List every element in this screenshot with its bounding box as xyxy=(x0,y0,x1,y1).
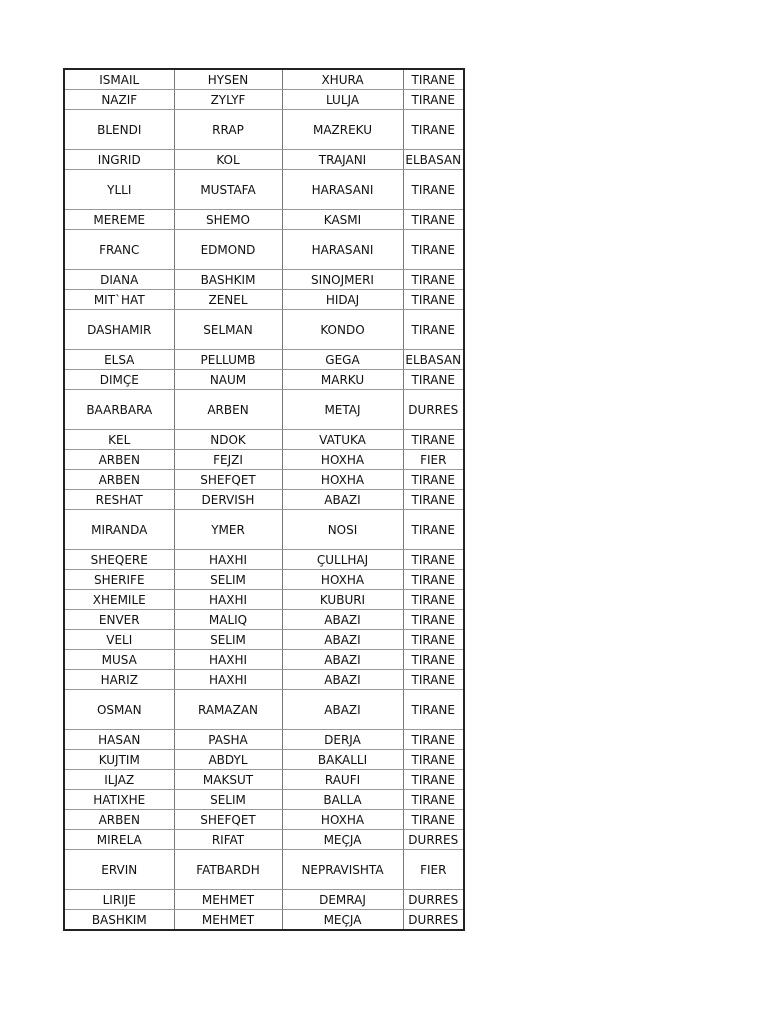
father-name-cell: SELIM xyxy=(174,790,282,810)
table-row xyxy=(64,310,464,350)
table-row xyxy=(64,670,464,690)
first-name-cell: OSMAN xyxy=(64,690,174,730)
surname-cell: ABAZI xyxy=(282,610,403,630)
father-name-cell: HAXHI xyxy=(174,590,282,610)
surname-cell: ABAZI xyxy=(282,670,403,690)
surname-cell: HOXHA xyxy=(282,810,403,830)
first-name-cell: LIRIJE xyxy=(64,890,174,910)
surname-cell: MARKU xyxy=(282,370,403,390)
table-row xyxy=(64,630,464,650)
city-cell: TIRANE xyxy=(403,370,464,390)
table-row xyxy=(64,470,464,490)
surname-cell: HARASANI xyxy=(282,230,403,270)
surname-cell: XHURA xyxy=(282,69,403,90)
father-name-cell: ABDYL xyxy=(174,750,282,770)
father-name-cell: FEJZI xyxy=(174,450,282,470)
surname-cell: NOSI xyxy=(282,510,403,550)
city-cell: FIER xyxy=(403,850,464,890)
table-row xyxy=(64,730,464,750)
city-cell: TIRANE xyxy=(403,470,464,490)
surname-cell: HARASANI xyxy=(282,170,403,210)
surname-cell: METAJ xyxy=(282,390,403,430)
table-row xyxy=(64,390,464,430)
first-name-cell: KUJTIM xyxy=(64,750,174,770)
first-name-cell: BLENDI xyxy=(64,110,174,150)
table-row xyxy=(64,350,464,370)
father-name-cell: HAXHI xyxy=(174,650,282,670)
surname-cell: NEPRAVISHTA xyxy=(282,850,403,890)
city-cell: DURRES xyxy=(403,910,464,931)
surname-cell: ABAZI xyxy=(282,690,403,730)
first-name-cell: ELSA xyxy=(64,350,174,370)
surname-cell: DEMRAJ xyxy=(282,890,403,910)
city-cell: TIRANE xyxy=(403,570,464,590)
father-name-cell: NAUM xyxy=(174,370,282,390)
father-name-cell: MALIQ xyxy=(174,610,282,630)
surname-cell: RAUFI xyxy=(282,770,403,790)
city-cell: TIRANE xyxy=(403,170,464,210)
first-name-cell: HASAN xyxy=(64,730,174,750)
surname-cell: MEÇJA xyxy=(282,830,403,850)
father-name-cell: KOL xyxy=(174,150,282,170)
table-row xyxy=(64,230,464,270)
first-name-cell: ERVIN xyxy=(64,850,174,890)
city-cell: TIRANE xyxy=(403,69,464,90)
first-name-cell: ISMAIL xyxy=(64,69,174,90)
surname-cell: BAKALLI xyxy=(282,750,403,770)
table-row xyxy=(64,590,464,610)
first-name-cell: BASHKIM xyxy=(64,910,174,931)
father-name-cell: SELIM xyxy=(174,630,282,650)
surname-cell: ABAZI xyxy=(282,630,403,650)
father-name-cell: SHEMO xyxy=(174,210,282,230)
city-cell: TIRANE xyxy=(403,730,464,750)
first-name-cell: VELI xyxy=(64,630,174,650)
city-cell: TIRANE xyxy=(403,230,464,270)
table-row xyxy=(64,170,464,210)
first-name-cell: SHEQERE xyxy=(64,550,174,570)
surname-cell: VATUKA xyxy=(282,430,403,450)
surname-cell: KASMI xyxy=(282,210,403,230)
first-name-cell: HATIXHE xyxy=(64,790,174,810)
first-name-cell: NAZIF xyxy=(64,90,174,110)
father-name-cell: HYSEN xyxy=(174,69,282,90)
surname-cell: MEÇJA xyxy=(282,910,403,931)
surname-cell: HOXHA xyxy=(282,470,403,490)
father-name-cell: YMER xyxy=(174,510,282,550)
table-row xyxy=(64,850,464,890)
father-name-cell: ZYLYF xyxy=(174,90,282,110)
table-row xyxy=(64,430,464,450)
first-name-cell: RESHAT xyxy=(64,490,174,510)
table-row xyxy=(64,450,464,470)
surname-cell: HIDAJ xyxy=(282,290,403,310)
table-row xyxy=(64,290,464,310)
city-cell: TIRANE xyxy=(403,650,464,670)
surname-cell: KUBURI xyxy=(282,590,403,610)
father-name-cell: ARBEN xyxy=(174,390,282,430)
table-row xyxy=(64,210,464,230)
father-name-cell: MEHMET xyxy=(174,910,282,931)
first-name-cell: DIANA xyxy=(64,270,174,290)
table-row xyxy=(64,810,464,830)
table-row xyxy=(64,69,464,90)
city-cell: TIRANE xyxy=(403,610,464,630)
father-name-cell: MUSTAFA xyxy=(174,170,282,210)
table-row xyxy=(64,830,464,850)
first-name-cell: ENVER xyxy=(64,610,174,630)
surname-cell: ABAZI xyxy=(282,490,403,510)
first-name-cell: ARBEN xyxy=(64,810,174,830)
first-name-cell: MIRELA xyxy=(64,830,174,850)
city-cell: TIRANE xyxy=(403,690,464,730)
city-cell: TIRANE xyxy=(403,630,464,650)
table-row xyxy=(64,610,464,630)
father-name-cell: RRAP xyxy=(174,110,282,150)
table-row xyxy=(64,490,464,510)
father-name-cell: PELLUMB xyxy=(174,350,282,370)
first-name-cell: DASHAMIR xyxy=(64,310,174,350)
surname-cell: SINOJMERI xyxy=(282,270,403,290)
first-name-cell: FRANC xyxy=(64,230,174,270)
city-cell: TIRANE xyxy=(403,590,464,610)
names-table xyxy=(63,68,465,931)
father-name-cell: EDMOND xyxy=(174,230,282,270)
father-name-cell: MEHMET xyxy=(174,890,282,910)
table-row xyxy=(64,890,464,910)
table-row xyxy=(64,110,464,150)
father-name-cell: NDOK xyxy=(174,430,282,450)
city-cell: TIRANE xyxy=(403,270,464,290)
city-cell: TIRANE xyxy=(403,510,464,550)
father-name-cell: BASHKIM xyxy=(174,270,282,290)
table-row xyxy=(64,650,464,670)
first-name-cell: SHERIFE xyxy=(64,570,174,590)
city-cell: TIRANE xyxy=(403,750,464,770)
first-name-cell: KEL xyxy=(64,430,174,450)
table-row xyxy=(64,910,464,931)
father-name-cell: SELIM xyxy=(174,570,282,590)
surname-cell: KONDO xyxy=(282,310,403,350)
surname-cell: HOXHA xyxy=(282,450,403,470)
city-cell: FIER xyxy=(403,450,464,470)
city-cell: ELBASAN xyxy=(403,150,464,170)
city-cell: TIRANE xyxy=(403,770,464,790)
city-cell: TIRANE xyxy=(403,550,464,570)
table-row xyxy=(64,750,464,770)
city-cell: TIRANE xyxy=(403,210,464,230)
city-cell: DURRES xyxy=(403,830,464,850)
first-name-cell: MUSA xyxy=(64,650,174,670)
surname-cell: LULJA xyxy=(282,90,403,110)
city-cell: TIRANE xyxy=(403,670,464,690)
father-name-cell: SELMAN xyxy=(174,310,282,350)
surname-cell: ABAZI xyxy=(282,650,403,670)
city-cell: TIRANE xyxy=(403,90,464,110)
table-row xyxy=(64,150,464,170)
table-row xyxy=(64,550,464,570)
surname-cell: MAZREKU xyxy=(282,110,403,150)
table-row xyxy=(64,90,464,110)
first-name-cell: HARIZ xyxy=(64,670,174,690)
surname-cell: GEGA xyxy=(282,350,403,370)
first-name-cell: YLLI xyxy=(64,170,174,210)
table-row xyxy=(64,510,464,550)
father-name-cell: DERVISH xyxy=(174,490,282,510)
city-cell: TIRANE xyxy=(403,790,464,810)
city-cell: TIRANE xyxy=(403,490,464,510)
first-name-cell: MEREME xyxy=(64,210,174,230)
first-name-cell: ARBEN xyxy=(64,450,174,470)
father-name-cell: RAMAZAN xyxy=(174,690,282,730)
city-cell: DURRES xyxy=(403,390,464,430)
table-row xyxy=(64,690,464,730)
first-name-cell: DIMÇE xyxy=(64,370,174,390)
table-row xyxy=(64,770,464,790)
first-name-cell: BAARBARA xyxy=(64,390,174,430)
table-row xyxy=(64,270,464,290)
father-name-cell: FATBARDH xyxy=(174,850,282,890)
surname-cell: BALLA xyxy=(282,790,403,810)
names-table-body xyxy=(64,69,464,930)
city-cell: ELBASAN xyxy=(403,350,464,370)
first-name-cell: ARBEN xyxy=(64,470,174,490)
city-cell: TIRANE xyxy=(403,110,464,150)
table-row xyxy=(64,790,464,810)
table-row xyxy=(64,370,464,390)
surname-cell: HOXHA xyxy=(282,570,403,590)
city-cell: TIRANE xyxy=(403,310,464,350)
surname-cell: DERJA xyxy=(282,730,403,750)
first-name-cell: MIT`HAT xyxy=(64,290,174,310)
city-cell: TIRANE xyxy=(403,810,464,830)
first-name-cell: MIRANDA xyxy=(64,510,174,550)
first-name-cell: ILJAZ xyxy=(64,770,174,790)
father-name-cell: HAXHI xyxy=(174,550,282,570)
surname-cell: ÇULLHAJ xyxy=(282,550,403,570)
father-name-cell: PASHA xyxy=(174,730,282,750)
city-cell: DURRES xyxy=(403,890,464,910)
city-cell: TIRANE xyxy=(403,430,464,450)
father-name-cell: HAXHI xyxy=(174,670,282,690)
first-name-cell: INGRID xyxy=(64,150,174,170)
first-name-cell: XHEMILE xyxy=(64,590,174,610)
table-row xyxy=(64,570,464,590)
father-name-cell: MAKSUT xyxy=(174,770,282,790)
father-name-cell: ZENEL xyxy=(174,290,282,310)
city-cell: TIRANE xyxy=(403,290,464,310)
father-name-cell: SHEFQET xyxy=(174,470,282,490)
father-name-cell: SHEFQET xyxy=(174,810,282,830)
surname-cell: TRAJANI xyxy=(282,150,403,170)
father-name-cell: RIFAT xyxy=(174,830,282,850)
